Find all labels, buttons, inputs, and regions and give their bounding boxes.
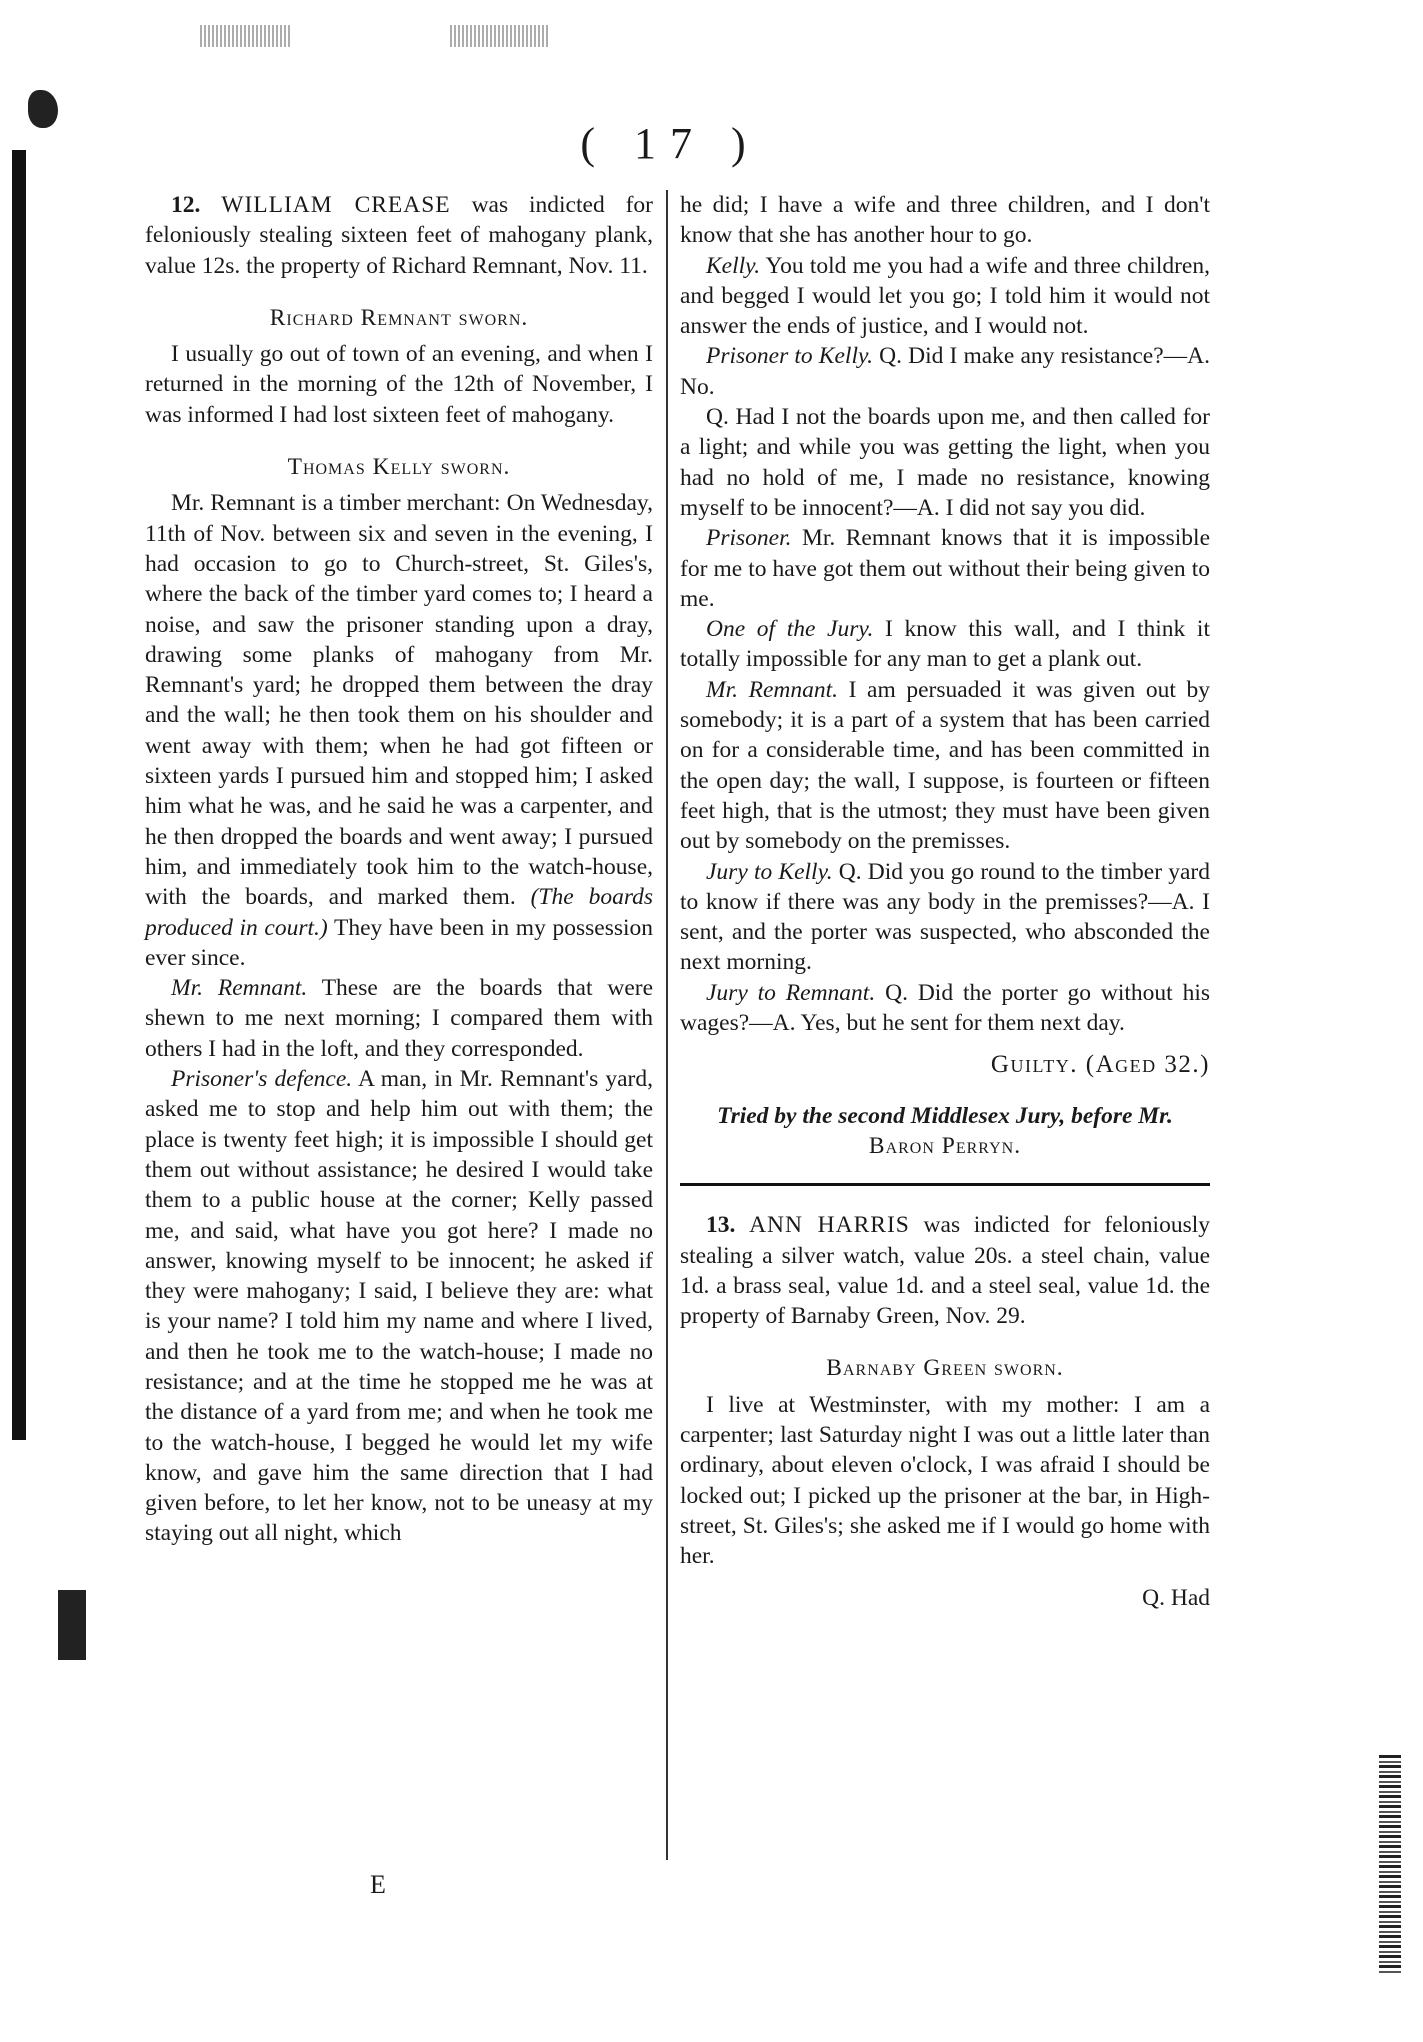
speaker-text: You told me you had a wife and three children, and begged I would let you go; I told him it would not answer the ends of justice, and I would not.: [680, 252, 1210, 340]
speaker-paragraph: [680, 341, 1210, 402]
tried-by-line: [680, 1101, 1210, 1162]
speaker-paragraph: [680, 251, 1210, 342]
case-12-opening: [145, 190, 653, 281]
testimony-text: They have been in my possession ever since.: [145, 914, 654, 971]
speaker-paragraph: [680, 523, 1210, 614]
defence-text: A man, in Mr. Remnant's yard, asked me to stop and help him out with them; the place is twenty feet high; it is impossible I should get them out without assistance; he desired I would take them to a public house at the corner; Kelly passed me, and said, what have you got here? I made no answer, knowing myself to be innocent; he asked if they were mahogany; I said, I believe they are: what is your name? I told him my name and where I lived, and then he took me to the watch-house; I made no resistance; and at the time he stopped me he was at the distance of a yard from me; and when he took me to the watch-house, I begged he would let my wife know, and gave him the same direction that I had given before, to let her know, not to be uneasy at my staying out all night, which: [145, 1066, 653, 1547]
speaker-label: One of the Jury.: [706, 616, 874, 643]
column-rule: [666, 190, 668, 1860]
witness-heading: Richard Remnant sworn.: [269, 304, 529, 331]
case-number: 12.: [171, 192, 201, 218]
speaker-label: Jury to Kelly.: [706, 858, 833, 885]
scan-top-smudge: [200, 25, 290, 47]
speaker-label: Prisoner's defence.: [171, 1066, 353, 1093]
speaker-text: These are the boards that were shewn to me next morning; I compared them with others I had in the loft, and they corresponded.: [145, 975, 654, 1062]
speaker-paragraph: [680, 857, 1210, 978]
witness-testimony: [145, 488, 653, 973]
speaker-text: I know this wall, and I think it totally impossible for any man to get a plank out.: [680, 616, 1210, 673]
testimony-text: Mr. Remnant is a timber merchant: On Wednesday, 11th of Nov. between six and seven in the evening, I had occasion to go to Church-street, St. Giles's, where the back of the timber yard comes to; I heard a noise, and saw the prisoner standing upon a dray, drawing some planks of mahogany from Mr. Remnant's yard; he dropped them between the dray and the wall; he then took them on his shoulder and went away with them; when he had got fifteen or sixteen yards I pursued him and stopped him; I asked him what he was, and he said he was a carpenter, and he then dropped the boards and went away; I pursued him, and immediately took him to the watch-house, with the boards, and marked them.: [145, 490, 653, 911]
tried-text: Tried by the second Middlesex Jury, before Mr.: [717, 1102, 1173, 1129]
speaker-text: Q. Did you go round to the timber yard to know if there was any body in the premisses?—A. I sent, and the porter was suspected, who absconded the next morning.: [680, 858, 1210, 976]
speaker-label: Mr. Remnant.: [171, 975, 308, 1002]
speaker-text: I am persuaded it was given out by somebody; it is a part of a system that has been carried on for a considerable time, and has been committed in the open day; the wall, I suppose, is fourteen or fifteen feet high, that is the utmost; they must have been given out by somebody on the premisses.: [680, 676, 1211, 855]
speaker-paragraph: [680, 675, 1210, 857]
speaker-label: Kelly.: [706, 252, 761, 279]
page-folio: ( 17 ): [580, 119, 760, 168]
scan-ink-blot-lower: [58, 1590, 86, 1660]
scan-edge-noise: [1379, 1755, 1401, 1975]
speaker-label: Mr. Remnant.: [706, 676, 839, 703]
indictment-text: was indicted for feloniously stealing a silver watch, value 20s. a steel chain, value 1d. a brass seal, value 1d. and a steel seal, value 1d. the property of Barnaby Green, Nov. 29.: [680, 1212, 1210, 1330]
judge-name: Baron Perryn.: [868, 1132, 1022, 1159]
case-13-opening: [680, 1210, 1210, 1331]
scan-ink-blot: [28, 90, 58, 128]
witness-testimony: I live at Westminster, with my mother: I am a carpenter; last Saturday night I was out a little later than ordinary, about eleven o'clock, I was afraid I should be locked out; I picked up the prisoner at the bar, in High-street, St. Giles's; she asked me if I would go home with her.: [680, 1391, 1210, 1570]
speaker-paragraph: [680, 614, 1210, 675]
witness-testimony: I usually go out of town of an evening, and when I returned in the morning of the 12th of November, I was informed I had lost sixteen feet of mahogany.: [145, 341, 653, 428]
witness-heading: Thomas Kelly sworn.: [287, 454, 511, 481]
speaker-text: Mr. Remnant knows that it is impossible for me to have got them out without their being given to me.: [680, 525, 1210, 612]
defendant-name: ANN HARRIS: [749, 1212, 910, 1239]
speaker-text: Q. Did I make any resistance?—A. No.: [680, 343, 1210, 400]
witness-heading: Barnaby Green sworn.: [826, 1355, 1064, 1382]
speaker-paragraph: [145, 973, 653, 1064]
speaker-label: Prisoner to Kelly.: [706, 343, 873, 370]
right-column: [680, 190, 1210, 1614]
scan-top-smudge: [450, 25, 550, 47]
speaker-label: Prisoner.: [706, 525, 792, 552]
defendant-name: WILLIAM CREASE: [221, 192, 451, 218]
case-number: 13.: [706, 1212, 736, 1239]
court-aside: (The boards produced in court.): [145, 884, 653, 941]
verdict: Guilty. (Aged 32.): [990, 1051, 1210, 1079]
catchword: Q. Had: [1142, 1585, 1210, 1612]
left-column: [145, 190, 653, 1549]
speaker-label: Jury to Remnant.: [706, 979, 876, 1006]
question-paragraph: Q. Had I not the boards upon me, and then called for a light; and while you was getting the light, when you had no hold of me, I made no resistance, knowing myself to be innocent?—A. I did not say you did.: [680, 404, 1210, 521]
indictment-text: was indicted for feloniously stealing sixteen feet of mahogany plank, value 12s. the property of Richard Remnant, Nov. 11.: [145, 192, 653, 279]
signature-mark: E: [370, 1870, 386, 1899]
speaker-text: Q. Did the porter go without his wages?—A. Yes, but he sent for them next day.: [680, 979, 1211, 1037]
continuation-text: he did; I have a wife and three children, and I don't know that she has another hour to go.: [680, 192, 1210, 249]
scan-edge-shadow: [12, 150, 26, 1440]
speaker-paragraph: [680, 978, 1210, 1039]
prisoner-defence: [145, 1064, 653, 1549]
section-divider: [680, 1183, 1210, 1186]
